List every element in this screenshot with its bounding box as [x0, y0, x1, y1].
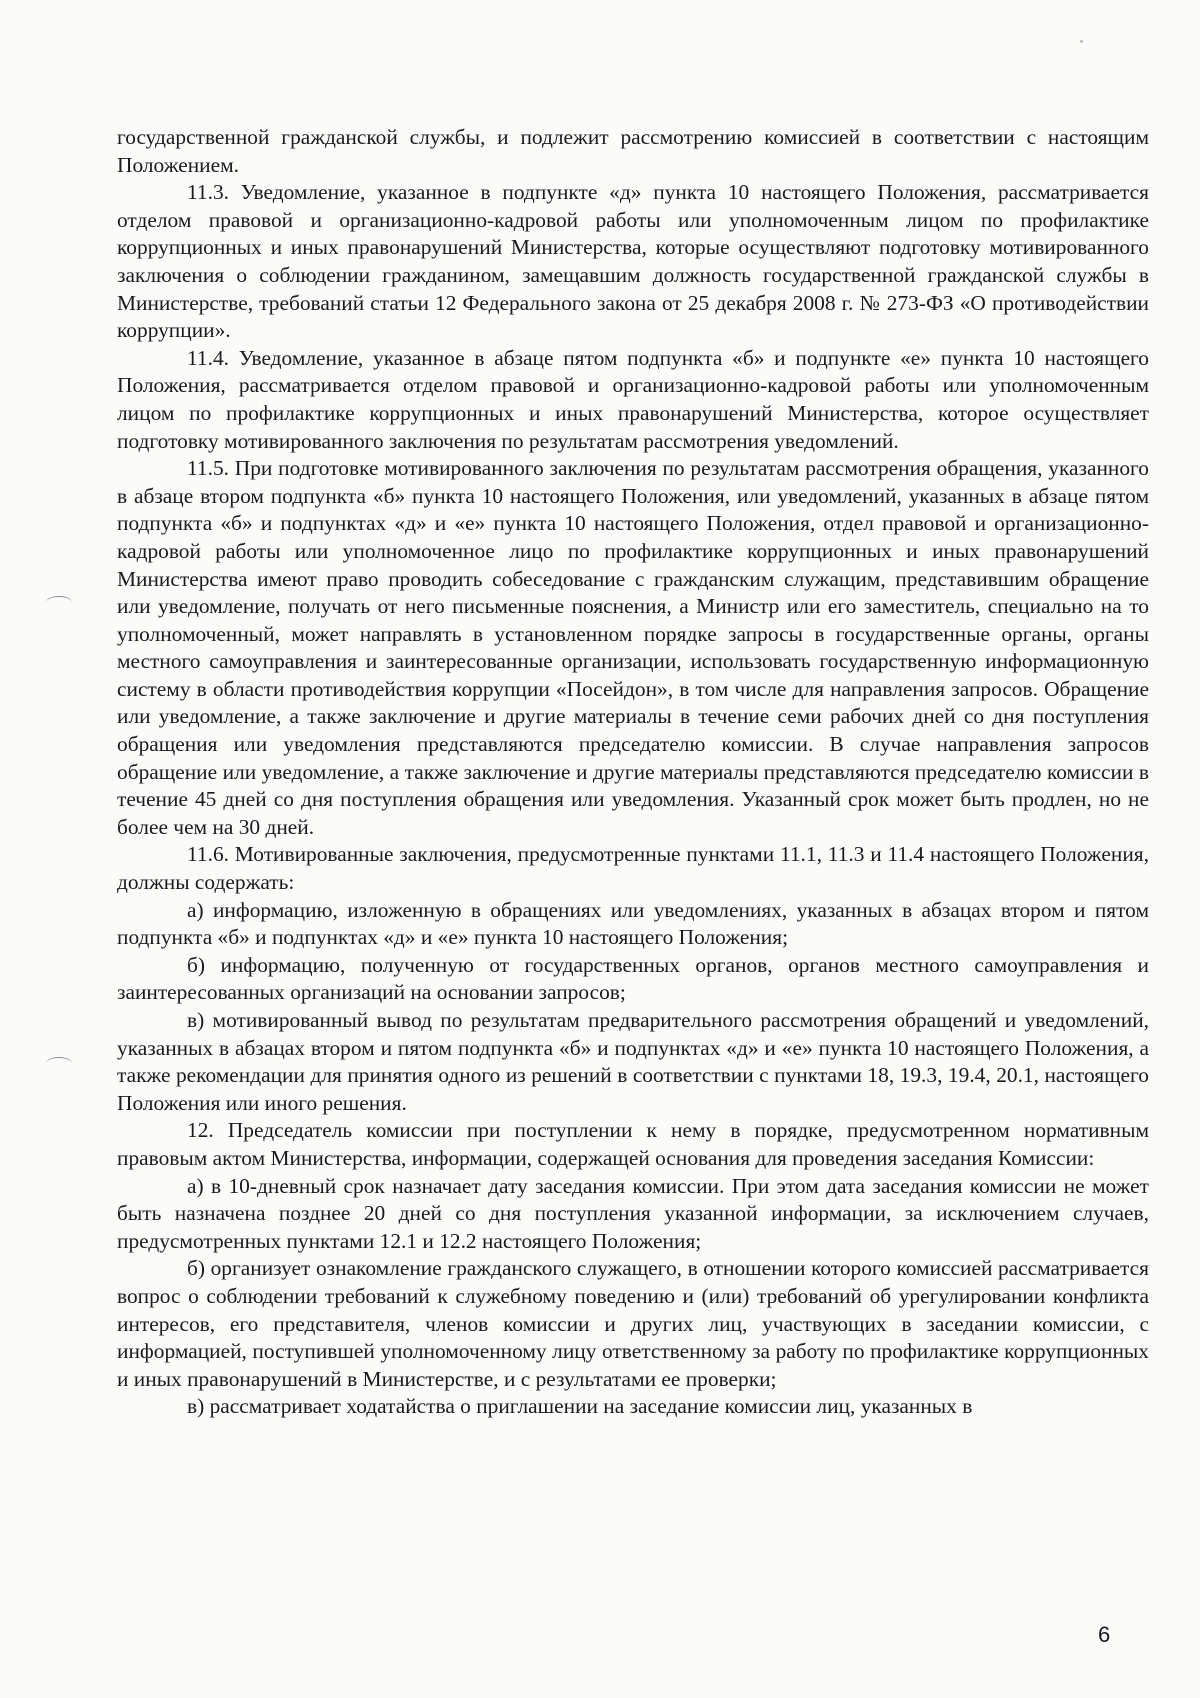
paragraph-11-6: 11.6. Мотивированные заключения, предусмотренные пунктами 11.1, 11.3 и 11.4 настоящего Положения, должны содержать:	[117, 842, 1149, 895]
paragraph-12-a: а) в 10-дневный срок назначает дату заседания комиссии. При этом дата заседания комиссии не может быть назначена позднее 20 дней со дня поступления указанной информации, за исключением случаев, предусмотренных пунктами 12.1 и 12.2 настоящего Положения;	[117, 1173, 1149, 1253]
paragraph-12: 12. Председатель комиссии при поступлении к нему в порядке, предусмотренном нормативным правовым актом Министерства, информации, содержащей основания для проведения заседания Комиссии:	[117, 1118, 1149, 1170]
paragraph-12-b: б) организует ознакомление гражданского служащего, в отношении которого комиссией рассматривается вопрос о соблюдении требований к служебному поведению и (или) требований об урегулировании конфликта интересов, его представителя, членов комиссии и других лиц, участвующих в заседании комиссии, с информацией, поступившей уполномоченному лицу ответственному за работу по профилактике коррупционных и иных правонарушений в Министерстве, и с результатами ее проверки;	[117, 1256, 1149, 1391]
paragraph-11-5: 11.5. При подготовке мотивированного заключения по результатам рассмотрения обращения, указанного в абзаце втором подпункта «б» пункта 10 настоящего Положения, или уведомлений, указанных в абзаце пятом подпункта «б» и подпунктах «д» и «е» пункта 10 настоящего Положения, отдел правовой и организационно-кадровой работы или уполномоченное лицо по профилактике коррупционных и иных правонарушений Министерства имеют право проводить собеседование с гражданским служащим, представившим обращение или уведомление, получать от него письменные пояснения, а Министр или его заместитель, специально на то уполномоченный, может направлять в установленном порядке запросы в государственные органы, органы местного самоуправления и заинтересованные организации, использовать государственную информационную систему в области противодействия коррупции «Посейдон», в том числе для направления запросов. Обращение или уведомление, а также заключение и другие материалы в течение семи рабочих дней со дня поступления обращения или уведомления представляются председателю комиссии. В случае направления запросов обращение или уведомление, а также заключение и другие материалы представляются председателю комиссии в течение 45 дней со дня поступления обращения или уведомления. Указанный срок может быть продлен, но не более чем на 30 дней.	[117, 456, 1149, 839]
scan-artifact-dot	[1080, 40, 1083, 43]
paragraph-11-6-b: б) информацию, полученную от государственных органов, органов местного самоуправления и заинтересованных организаций на основании запросов;	[117, 952, 1149, 1005]
paragraph-12-v: в) рассматривает ходатайства о приглашении на заседание комиссии лиц, указанных в	[187, 1394, 973, 1419]
scan-artifact-mark	[46, 596, 72, 609]
document-body	[117, 124, 1149, 1421]
paragraph-11-6-v: в) мотивированный вывод по результатам предварительного рассмотрения обращений и уведомлений, указанных в абзацах втором и пятом подпункта «б» и подпунктах «д» и «е» пункта 10 настоящего Положения, а также рекомендации для принятия одного из решений в соответствии с пунктами 18, 19.3, 19.4, 20.1, настоящего Положения или иного решения.	[117, 1008, 1149, 1115]
paragraph-11-4: 11.4. Уведомление, указанное в абзаце пятом подпункта «б» и подпункте «е» пункта 10 настоящего Положения, рассматривается отделом правовой и организационно-кадровой работы или уполномоченным лицом по профилактике коррупционных и иных правонарушений Министерства, которое осуществляет подготовку мотивированного заключения по результатам рассмотрения уведомлений.	[117, 345, 1149, 453]
scan-artifact-mark	[46, 1057, 72, 1070]
paragraph-11-6-a: а) информацию, изложенную в обращениях или уведомлениях, указанных в абзацах втором и пятом подпункта «б» и подпунктах «д» и «е» пункта 10 настоящего Положения;	[117, 897, 1149, 950]
page-number: 6	[1098, 1622, 1111, 1647]
paragraph-continuation: государственной гражданской службы, и подлежит рассмотрению комиссией в соответствии с настоящим Положением.	[117, 125, 1149, 177]
paragraph-11-3: 11.3. Уведомление, указанное в подпункте «д» пункта 10 настоящего Положения, рассматривается отделом правовой и организационно-кадровой работы или уполномоченным лицом по профилактике коррупционных и иных правонарушений Министерства, которые осуществляют подготовку мотивированного заключения о соблюдении гражданином, замещавшим должность государственной гражданской службы в Министерстве, требований статьи 12 Федерального закона от 25 декабря 2008 г. № 273-ФЗ «О противодействии коррупции».	[117, 180, 1149, 343]
